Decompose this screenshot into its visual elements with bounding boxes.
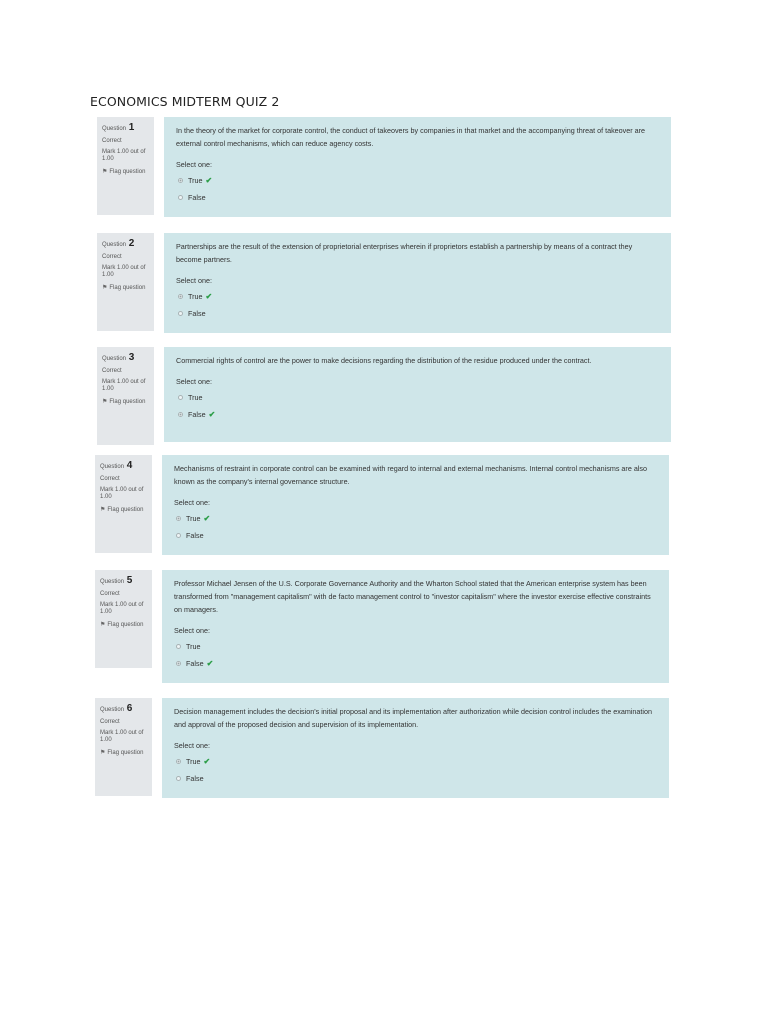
question-grade: Mark 1.00 out of 1.00 [102,265,146,279]
question-text: Partnerships are the result of the extension of proprietorial enterprises wherein if proprietors establish a partnership by means of a contract they become partners. [176,242,633,264]
check-icon: ✔ [208,410,216,419]
answer-option-label: False [188,193,206,202]
answer-options [174,753,657,787]
flag-question-label: Flag question [107,621,144,628]
question-text: Mechanisms of restraint in corporate control can be examined with regard to internal and external mechanisms. Internal control mechanisms are also known as the company's internal governance structure. [174,464,648,486]
question-content [162,455,669,555]
flag-question-label: Flag question [109,168,146,175]
check-icon: ✔ [205,292,213,301]
check-icon: ✔ [203,757,211,766]
check-icon: ✔ [205,176,213,185]
question-grade: Mark 1.00 out of 1.00 [100,730,144,744]
question-state: Correct [100,476,120,482]
question-info [97,347,154,445]
question-state: Correct [102,138,122,144]
radio-button[interactable] [178,395,183,400]
flag-question-label: Flag question [109,398,146,405]
check-icon: ✔ [206,659,214,668]
answer-options [174,638,657,672]
question-number-value: 2 [128,238,135,249]
question-label: Question [100,464,125,470]
answer-option-true[interactable] [176,389,659,406]
flag-icon: ⚑ [102,284,108,291]
flag-question-label: Flag question [109,284,146,291]
question-number [102,238,154,250]
radio-button[interactable] [178,311,183,316]
flag-question-label: Flag question [107,749,144,756]
answer-option-true[interactable] [174,510,657,527]
question-info [97,233,154,331]
flag-icon: ⚑ [100,506,106,513]
question-state: Correct [102,368,122,374]
radio-button[interactable] [176,644,181,649]
flag-icon: ⚑ [102,168,108,175]
answer-option-label: False [188,309,206,318]
radio-button[interactable] [178,294,183,299]
answer-option-true[interactable] [174,638,657,655]
question-info [95,698,152,796]
flag-question-link[interactable] [102,285,154,292]
answer-option-false[interactable] [174,655,657,672]
answer-options [176,389,659,423]
answer-option-label: True [188,176,203,185]
question-number-value: 4 [126,460,133,471]
question-number [100,575,152,587]
answer-option-label: True [186,757,201,766]
answer-option-label: True [188,393,203,402]
answer-option-false[interactable] [176,406,659,423]
check-icon: ✔ [203,514,211,523]
question-text: Professor Michael Jensen of the U.S. Corporate Governance Authority and the Wharton School stated that the American enterprise system has been transformed from "management capitalism" with de facto management control to "investor capitalism" where the investor exercise effective constraints on managers. [174,579,651,614]
radio-button[interactable] [178,178,183,183]
question-number [100,703,152,715]
question-info [95,455,152,553]
select-prompt: Select one: [176,276,212,285]
question-label: Question [102,242,127,248]
flag-icon: ⚑ [100,749,106,756]
flag-question-link[interactable] [100,507,152,514]
answer-option-label: False [186,659,204,668]
answer-option-label: True [186,642,201,651]
flag-question-label: Flag question [107,506,144,513]
question-content [164,117,671,217]
radio-button[interactable] [176,759,181,764]
question-content [162,698,669,798]
answer-option-false[interactable] [176,189,659,206]
select-prompt: Select one: [174,741,210,750]
question-info [97,117,154,215]
flag-icon: ⚑ [100,621,106,628]
select-prompt: Select one: [176,160,212,169]
question-number-value: 1 [128,122,135,133]
question-number-value: 3 [128,352,135,363]
answer-options [174,510,657,544]
question-label: Question [102,126,127,132]
question-state: Correct [100,719,120,725]
question-number-value: 5 [126,575,133,586]
question-info [95,570,152,668]
radio-button[interactable] [178,195,183,200]
question-text: In the theory of the market for corporate control, the conduct of takeovers by companies in that market and the accompanying threat of takeover are external control mechanisms, which can reduce agency costs. [176,126,646,148]
flag-icon: ⚑ [102,398,108,405]
answer-option-label: False [186,531,204,540]
answer-option-label: True [188,292,203,301]
answer-option-true[interactable] [174,753,657,770]
select-prompt: Select one: [174,498,210,507]
question-text: Commercial rights of control are the power to make decisions regarding the distribution of the residue produced under the contract. [176,356,592,365]
question-number [102,352,154,364]
question-content [162,570,669,683]
question-text: Decision management includes the decision's initial proposal and its implementation after authorization while decision control includes the examination and approval of the proposed decision and supervision of its implementation. [174,707,653,729]
answer-option-true[interactable] [176,288,659,305]
select-prompt: Select one: [176,377,212,386]
question-number [100,460,152,472]
answer-option-label: False [188,410,206,419]
radio-button[interactable] [176,661,181,666]
radio-button[interactable] [176,516,181,521]
question-grade: Mark 1.00 out of 1.00 [102,379,146,393]
question-grade: Mark 1.00 out of 1.00 [100,487,144,501]
question-state: Correct [102,254,122,260]
question-grade: Mark 1.00 out of 1.00 [100,602,144,616]
answer-options [176,172,659,206]
answer-option-false[interactable] [176,305,659,322]
question-grade: Mark 1.00 out of 1.00 [102,149,146,163]
question-label: Question [102,356,127,362]
question-state: Correct [100,591,120,597]
flag-question-link[interactable] [102,169,154,176]
question-number-value: 6 [126,703,133,714]
radio-button[interactable] [176,533,181,538]
question-label: Question [100,579,125,585]
flag-question-link[interactable] [100,750,152,757]
question-content [164,347,671,442]
answer-option-false[interactable] [174,770,657,787]
question-number [102,122,154,134]
select-prompt: Select one: [174,626,210,635]
answer-option-label: False [186,774,204,783]
answer-option-true[interactable] [176,172,659,189]
flag-question-link[interactable] [100,622,152,629]
page-title: ECONOMICS MIDTERM QUIZ 2 [90,94,280,109]
question-label: Question [100,707,125,713]
flag-question-link[interactable] [102,399,154,406]
answer-option-label: True [186,514,201,523]
radio-button[interactable] [176,776,181,781]
radio-button[interactable] [178,412,183,417]
answer-options [176,288,659,322]
answer-option-false[interactable] [174,527,657,544]
question-content [164,233,671,333]
